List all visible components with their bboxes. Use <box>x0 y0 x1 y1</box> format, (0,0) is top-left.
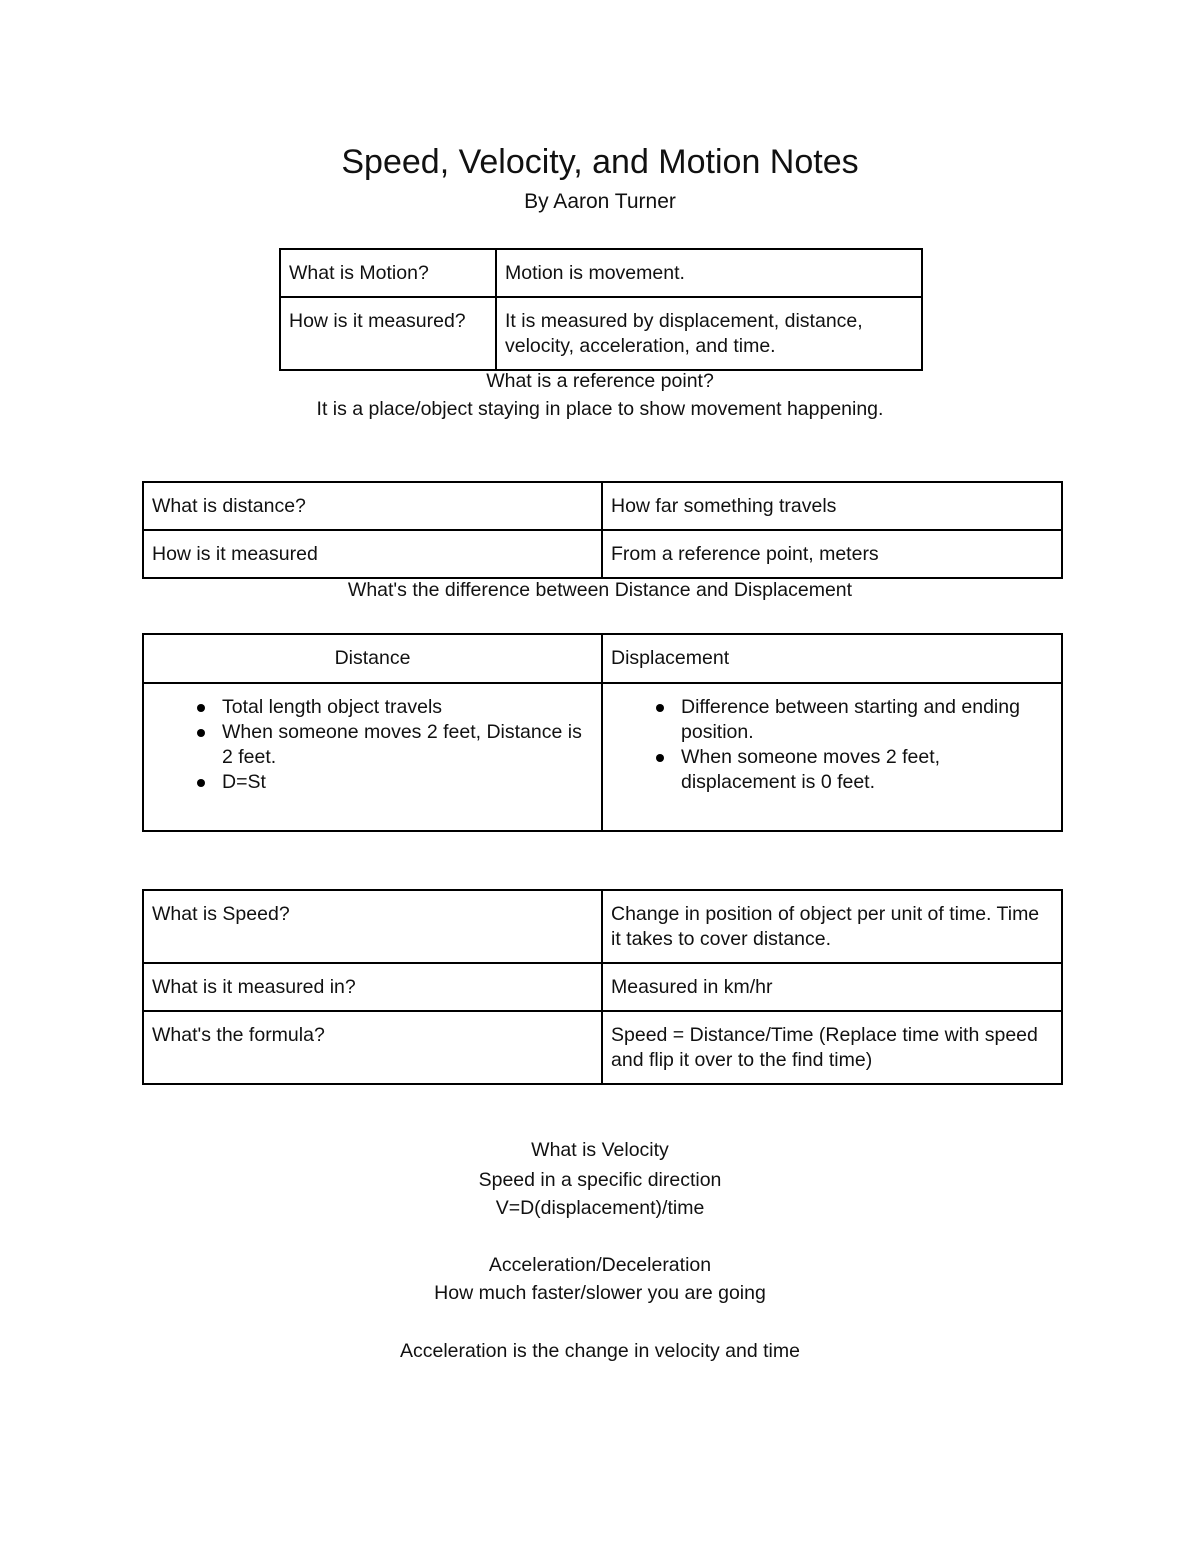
speed-formula-answer-cell: Speed = Distance/Time (Replace time with speed and flip it over to the find time) <box>602 1011 1062 1084</box>
distance-table <box>142 481 1063 579</box>
speed-table <box>142 889 1063 1085</box>
distance-question-cell: What is distance? <box>143 482 602 530</box>
displacement-items-cell <box>602 683 1062 831</box>
table-row <box>143 890 1062 963</box>
distance-list <box>152 695 593 795</box>
table-row <box>143 1011 1062 1084</box>
motion-answer-cell: Motion is movement. <box>496 249 922 297</box>
speed-answer-cell: Change in position of object per unit of time. Time it takes to cover distance. <box>602 890 1062 963</box>
page-title: Speed, Velocity, and Motion Notes <box>341 143 859 181</box>
author-line: By Aaron Turner <box>524 190 676 213</box>
table-row <box>143 963 1062 1011</box>
acceleration-note: Acceleration is the change in velocity and time <box>400 1340 800 1362</box>
table-row <box>143 482 1062 530</box>
table-row <box>280 249 922 297</box>
distance-items-cell <box>143 683 602 831</box>
distance-measure-question-cell: How is it measured <box>143 530 602 578</box>
displacement-list <box>611 695 1053 795</box>
velocity-definition: Speed in a specific direction <box>478 1169 722 1191</box>
list-item: Difference between starting and ending position. <box>611 695 1053 745</box>
velocity-formula: V=D(displacement)/time <box>495 1197 705 1219</box>
list-item: When someone moves 2 feet, displacement is 0 feet. <box>611 745 1053 795</box>
acceleration-definition: How much faster/slower you are going <box>434 1282 766 1304</box>
distance-answer-cell: How far something travels <box>602 482 1062 530</box>
difference-heading: What's the difference between Distance and Displacement <box>347 579 853 601</box>
comparison-table <box>142 633 1063 832</box>
displacement-header-cell: Displacement <box>602 634 1062 683</box>
acceleration-heading: Acceleration/Deceleration <box>488 1254 712 1276</box>
speed-formula-question-cell: What's the formula? <box>143 1011 602 1084</box>
speed-unit-answer-cell: Measured in km/hr <box>602 963 1062 1011</box>
reference-point-question: What is a reference point? <box>486 370 714 392</box>
distance-header-cell: Distance <box>143 634 602 683</box>
velocity-heading: What is Velocity <box>531 1139 669 1161</box>
measure-answer-cell: It is measured by displacement, distance, velocity, acceleration, and time. <box>496 297 922 370</box>
speed-unit-question-cell: What is it measured in? <box>143 963 602 1011</box>
table-row <box>143 634 1062 683</box>
table-row <box>143 530 1062 578</box>
measure-question-cell: How is it measured? <box>280 297 496 370</box>
speed-question-cell: What is Speed? <box>143 890 602 963</box>
motion-question-cell: What is Motion? <box>280 249 496 297</box>
reference-point-answer: It is a place/object staying in place to show movement happening. <box>316 398 884 420</box>
list-item: When someone moves 2 feet, Distance is 2 feet. <box>152 720 593 770</box>
list-item: D=St <box>152 770 593 795</box>
distance-measure-answer-cell: From a reference point, meters <box>602 530 1062 578</box>
motion-table <box>279 248 923 371</box>
list-item: Total length object travels <box>152 695 593 720</box>
table-row <box>143 683 1062 831</box>
table-row <box>280 297 922 370</box>
